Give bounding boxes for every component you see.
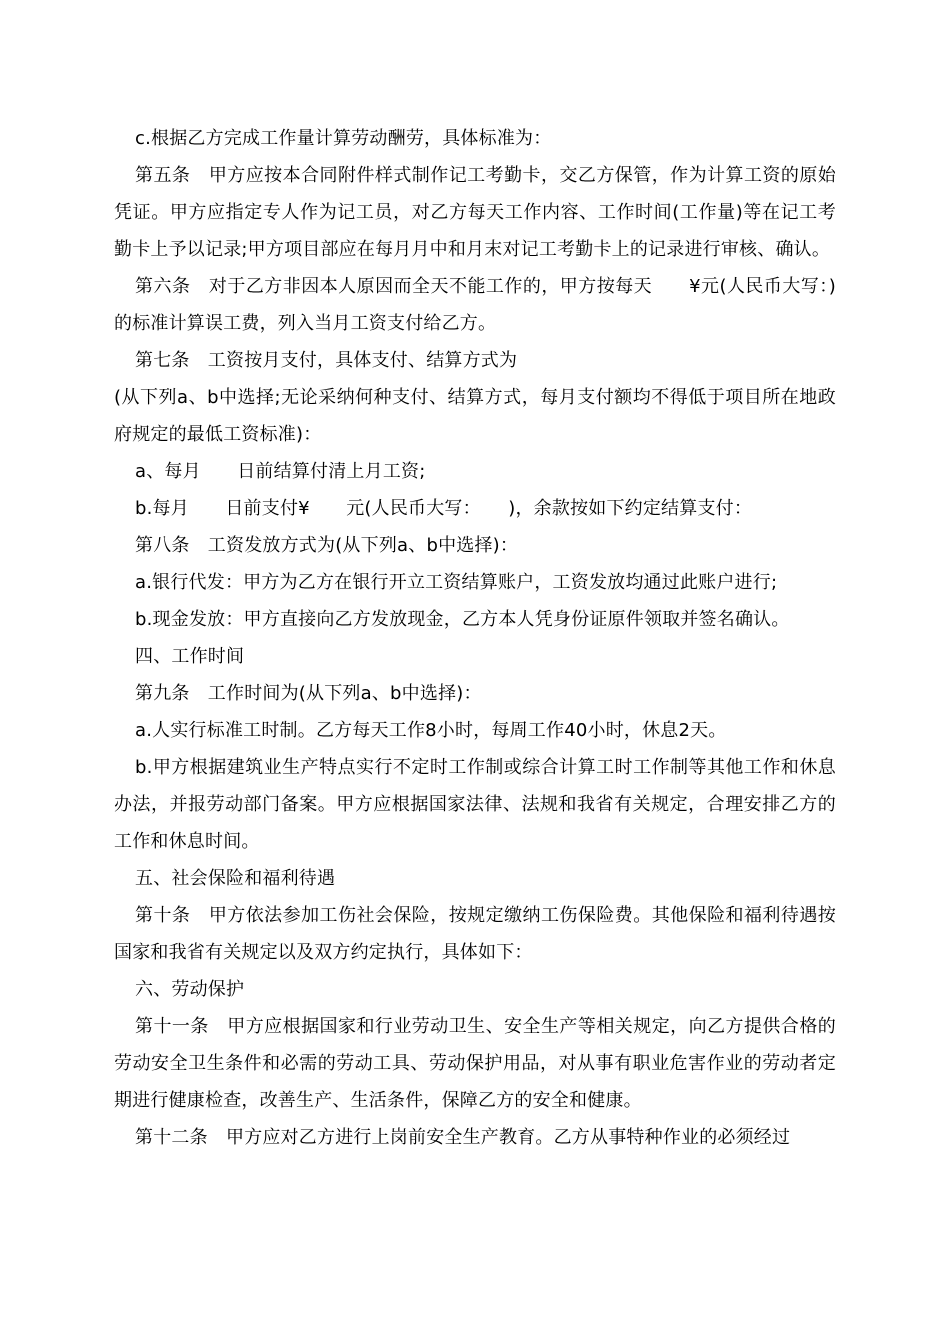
paragraph-option-a-monthly: a、每月 日前结算付清上月工资; [135, 461, 426, 482]
section-heading-labor-protection: 六、劳动保护 [135, 979, 245, 1000]
paragraph-option-a-standard-hours: a.人实行标准工时制。乙方每天工作8小时，每周工作40小时，休息2天。 [135, 720, 727, 741]
paragraph-article-9: 第九条 工作时间为(从下列a、b中选择)： [135, 683, 482, 704]
paragraph-option-a-bank: a.银行代发：甲方为乙方在银行开立工资结算账户，工资发放均通过此账户进行; [135, 572, 778, 593]
paragraph-article-5: 第五条 甲方应按本合同附件样式制作记工考勤卡，交乙方保管，作为计算工资的原始凭证。甲方应指定专人作为记工员，对乙方每天工作内容、工作时间(工作量)等在记工考勤卡上予以记录;甲方项目部应在每月月中和月末对记工考勤卡上的记录进行审核、确认。 [114, 165, 836, 260]
document-body [114, 120, 836, 1156]
section-heading-insurance: 五、社会保险和福利待遇 [135, 868, 336, 889]
paragraph-article-6: 第六条 对于乙方非因本人原因而全天不能工作的，甲方按每天 ¥元(人民币大写：)的标准计算误工费，列入当月工资支付给乙方。 [114, 276, 836, 334]
paragraph-article-10: 第十条 甲方依法参加工伤社会保险，按规定缴纳工伤保险费。其他保险和福利待遇按国家和我省有关规定以及双方约定执行，具体如下： [114, 905, 836, 963]
paragraph-article-7-options: (从下列a、b中选择;无论采纳何种支付、结算方式，每月支付额均不得低于项目所在地政府规定的最低工资标准)： [114, 387, 836, 445]
paragraph-article-11: 第十一条 甲方应根据国家和行业劳动卫生、安全生产等相关规定，向乙方提供合格的劳动安全卫生条件和必需的劳动工具、劳动保护用品，对从事有职业危害作业的劳动者定期进行健康检查，改善生产、生活条件，保障乙方的安全和健康。 [114, 1016, 836, 1111]
paragraph-option-b-cash: b.现金发放：甲方直接向乙方发放现金，乙方本人凭身份证原件领取并签名确认。 [135, 609, 790, 630]
paragraph-article-12: 第十二条 甲方应对乙方进行上岗前安全生产教育。乙方从事特种作业的必须经过 [135, 1127, 791, 1148]
paragraph-article-8: 第八条 工资发放方式为(从下列a、b中选择)： [135, 535, 519, 556]
section-heading-work-time: 四、工作时间 [135, 646, 245, 667]
paragraph-clause-c: c.根据乙方完成工作量计算劳动酬劳，具体标准为： [135, 128, 552, 149]
paragraph-article-7: 第七条 工资按月支付，具体支付、结算方式为 [135, 350, 518, 371]
paragraph-option-b-flexible-hours: b.甲方根据建筑业生产特点实行不定时工作制或综合计算工时工作制等其他工作和休息办法，并报劳动部门备案。甲方应根据国家法律、法规和我省有关规定，合理安排乙方的工作和休息时间。 [114, 757, 836, 852]
paragraph-option-b-monthly: b.每月 日前支付¥ 元(人民币大写： )，余款按如下约定结算支付： [135, 498, 753, 519]
